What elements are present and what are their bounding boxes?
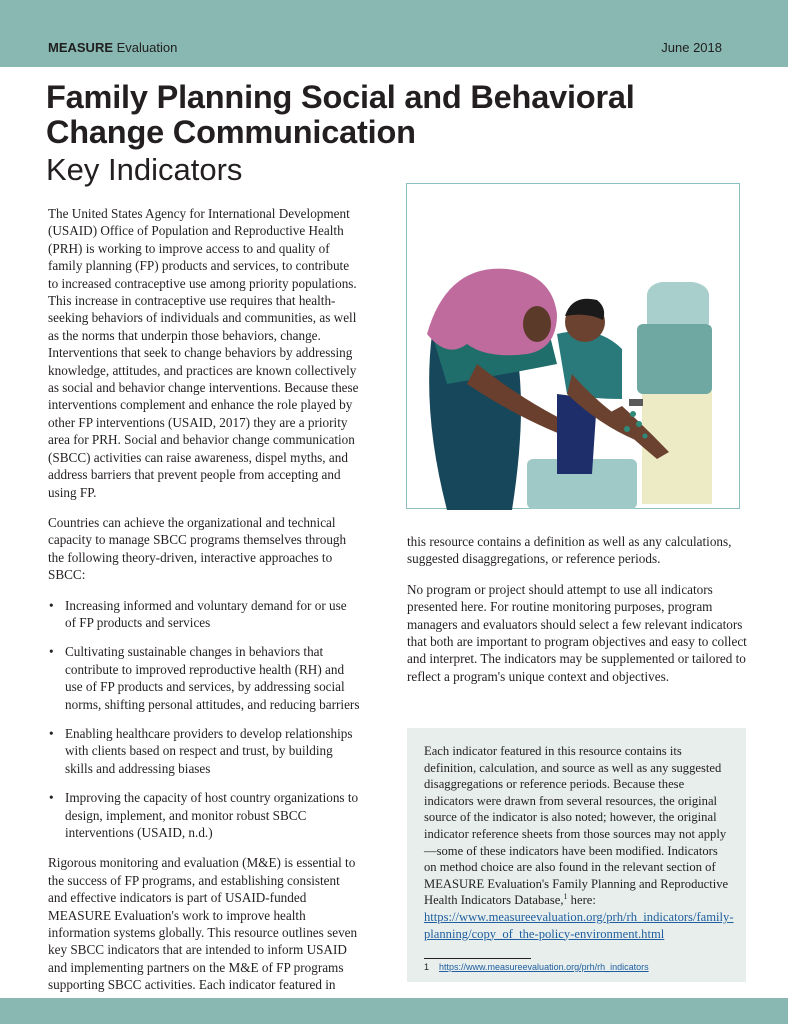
me-paragraph: Rigorous monitoring and evaluation (M&E) is essential to the success of FP programs, and establishing consistent and effective indicators is part of USAID-funded MEASURE Evaluation's work to improve health information systems globally. This resource outlines seven key SBCC indicators that are intended to inform USAID and implementing partners on the M&E of FP programs supporting SBCC activities. Each indicator featured in — [48, 855, 358, 993]
continued-paragraph: this resource contains a definition as well as any calculations, suggested disaggregations, or reference periods. — [407, 534, 732, 567]
footnote-number: 1 — [424, 962, 430, 972]
footnote-divider — [424, 958, 531, 959]
approaches-paragraph: Countries can achieve the organizational and technical capacity to manage SBCC programs themselves through the following theory-driven, interactive approaches to SBCC: — [48, 514, 347, 583]
approaches-list — [48, 597, 360, 842]
footnote — [424, 962, 649, 972]
brand-logo — [48, 40, 177, 55]
handwashing-illustration — [406, 183, 740, 509]
list-item: • Improving the capacity of host country organizations to design, implement, and monitor robust SBCC interventions (USAID, n.d.) — [49, 790, 359, 840]
footer-bar — [0, 998, 788, 1024]
callout-here: here: — [567, 893, 596, 908]
brand-rest: Evaluation — [113, 40, 178, 55]
handwashing-illustration-icon — [407, 184, 741, 510]
list-item: • Increasing informed and voluntary demand for or use of FP products and services — [49, 597, 347, 630]
bullet-icon: • — [49, 644, 54, 660]
brand-bold: MEASURE — [48, 40, 114, 55]
bullet-icon: • — [49, 725, 54, 741]
bullet-icon: • — [49, 790, 54, 806]
database-link[interactable]: https://www.measureevaluation.org/prh/rh_indicators/family-planning/copy_of_the-policy-environment.html — [424, 909, 734, 941]
footnote-link[interactable]: https://www.measureevaluation.org/prh/rh_indicators — [439, 962, 649, 972]
callout-text: Each indicator featured in this resource contains its definition, calculation, and source as well as any suggested disaggregations or reference periods. Because these indicators were drawn from several resources, the original source of the indicator is also noted; however, the original indicator reference sheets from those sources may not apply—some of these indicators have been modified. Indicators on method choice are also found in the relevant section of MEASURE Evaluation's Family Planning and Reproductive Health Indicators Database, — [424, 744, 729, 908]
intro-paragraph: The United States Agency for International Development (USAID) Office of Population and Reproductive Health (PRH) is working to improve access to and quality of family planning (FP) products and services, to contribute to increased contraceptive use among priority populations. This increase in contraceptive use requires that health-seeking behaviors of individuals and communities, as well as the norms that underpin those behaviors, change. Interventions that seek to change behaviors by addressing knowledge, attitudes, and practices are known collectively as social and behavior change interventions. Because these interventions complement and enhance the role played by other FP interventions (USAID, 2017) they are a priority area for PRH. Social and behavior change communication (SBCC) activities can raise awareness, dispel myths, and address barriers that prevent people from accepting and using FP. — [48, 206, 359, 500]
page-subtitle: Key Indicators — [46, 152, 243, 187]
publication-date: June 2018 — [661, 40, 722, 55]
list-item: • Enabling healthcare providers to develop relationships with clients based on respect and trust, by building skills and addressing biases — [49, 725, 353, 776]
footnote-ref[interactable]: 1 — [563, 892, 568, 902]
guidance-paragraph: No program or project should attempt to use all indicators presented here. For routine monitoring purposes, program managers and evaluators should select a few relevant indicators that both are important to program objectives and easy to collect and interpret. The indicators may be supplemented or tailored to reflect a program's unique context and objectives. — [407, 581, 747, 684]
list-item: • Cultivating sustainable changes in behaviors that contribute to improved reproductive health (RH) and use of FP products and services, by addressing social norms, shifting personal attitudes, and reducing barriers — [49, 644, 360, 712]
right-column — [407, 533, 747, 698]
bullet-icon: • — [49, 597, 54, 613]
callout-box — [407, 728, 746, 982]
header-bar — [0, 0, 788, 67]
page-title: Family Planning Social and Behavioral Change Communication — [46, 79, 635, 150]
left-column — [48, 205, 360, 1007]
